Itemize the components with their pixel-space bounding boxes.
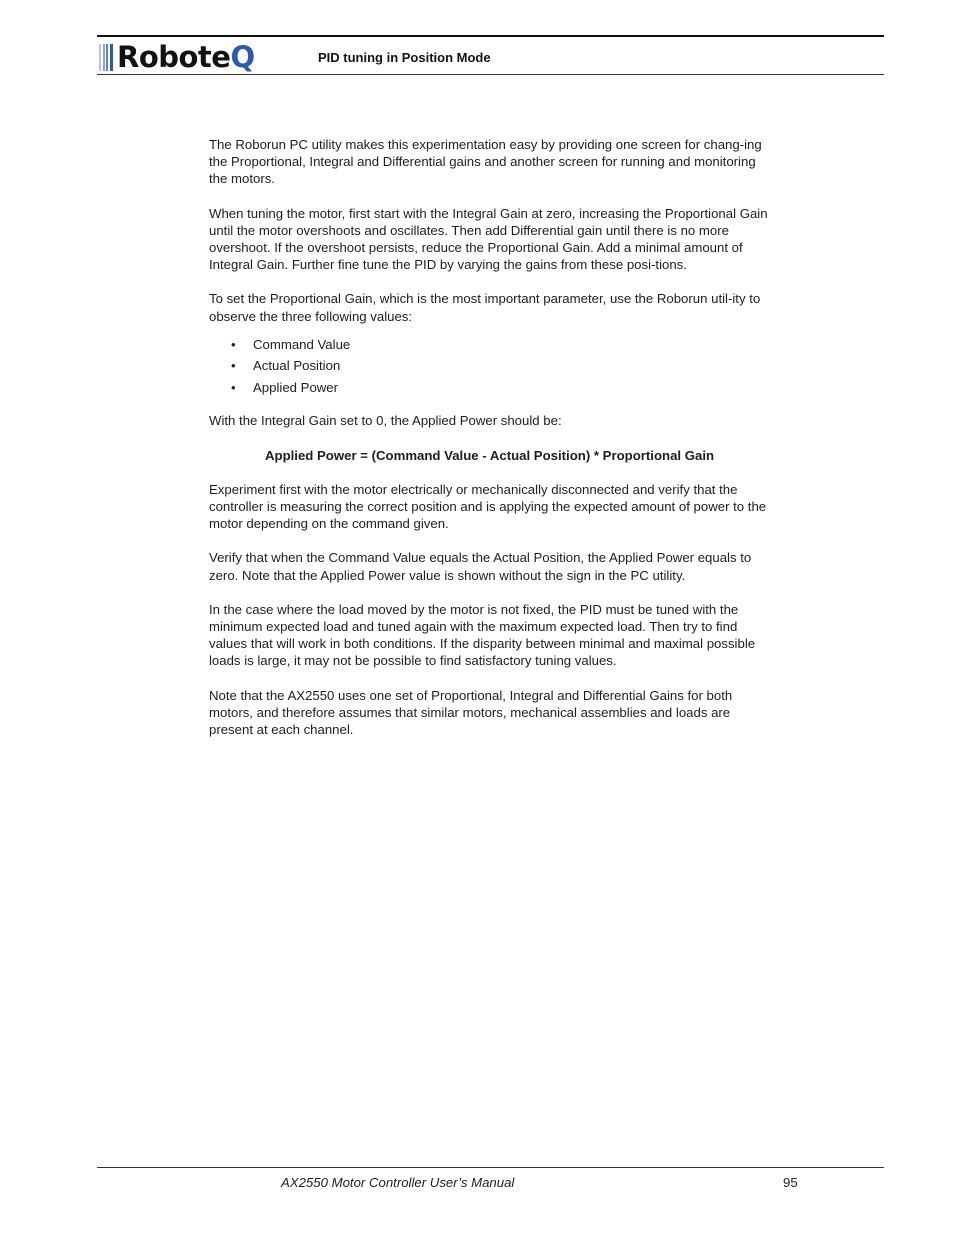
paragraph-formula-intro: With the Integral Gain set to 0, the Applied Power should be: xyxy=(209,413,562,429)
roboteq-logo xyxy=(99,42,255,72)
paragraph-variable-load: In the case where the load moved by the motor is not fixed, the PID must be tuned with the minimum expected load and tuned again with the maximum expected load. Then try to find values that will work in both conditions. If the disparity between minimal and maximal possible loads is large, it may not be possible to find satisfactory tuning values. xyxy=(209,601,756,669)
list-item xyxy=(209,336,775,358)
list-item-label: Actual Position xyxy=(253,358,341,374)
bullet-icon: • xyxy=(231,358,236,374)
applied-power-formula: Applied Power = (Command Value - Actual Position) * Proportional Gain xyxy=(265,447,715,463)
section-title: PID tuning in Position Mode xyxy=(318,50,491,65)
observed-values-list xyxy=(209,336,775,401)
paragraph-proportional-gain: To set the Proportional Gain, which is the most important parameter, use the Roborun util-ity to observe the three following values: xyxy=(209,291,761,324)
list-item xyxy=(209,379,775,401)
page-number: 95 xyxy=(783,1175,798,1190)
header-bottom-rule xyxy=(97,74,884,75)
page-body xyxy=(209,136,775,755)
logo-bars-icon xyxy=(99,44,114,71)
paragraph-verify-zero: Verify that when the Command Value equals the Actual Position, the Applied Power equals to zero. Note that the Applied Power value is shown without the sign in the PC utility. xyxy=(209,550,752,583)
header-top-rule xyxy=(97,35,884,37)
footer-manual-title: AX2550 Motor Controller User’s Manual xyxy=(281,1175,515,1190)
logo-wordmark: RoboteQ xyxy=(117,40,255,74)
bullet-icon: • xyxy=(231,336,236,352)
list-item-label: Command Value xyxy=(253,336,351,352)
paragraph-shared-gains: Note that the AX2550 uses one set of Proportional, Integral and Differential Gains for both motors, and therefore assumes that similar motors, mechanical assemblies and loads are present at each channel. xyxy=(209,687,733,737)
footer-rule xyxy=(97,1167,884,1168)
list-item xyxy=(209,357,775,379)
paragraph-experiment-first: Experiment first with the motor electrically or mechanically disconnected and verify that the controller is measuring the correct position and is applying the expected amount of power to the motor depending on the command given. xyxy=(209,481,767,532)
paragraph-roborun-utility: The Roborun PC utility makes this experimentation easy by providing one screen for chang-ing the Proportional, Integral and Differential gains and another screen for running and monitoring the motors. xyxy=(209,137,762,187)
paragraph-tuning-procedure: When tuning the motor, first start with the Integral Gain at zero, increasing the Proportional Gain until the motor overshoots and oscillates. Then add Differential gain until there is no more overshoot. If the overshoot persists, reduce the Proportional Gain. Add a minimal amount of Integral Gain. Further fine tune the PID by varying the gains from these posi-tions. xyxy=(209,205,768,273)
bullet-icon: • xyxy=(231,379,236,395)
list-item-label: Applied Power xyxy=(253,379,339,395)
